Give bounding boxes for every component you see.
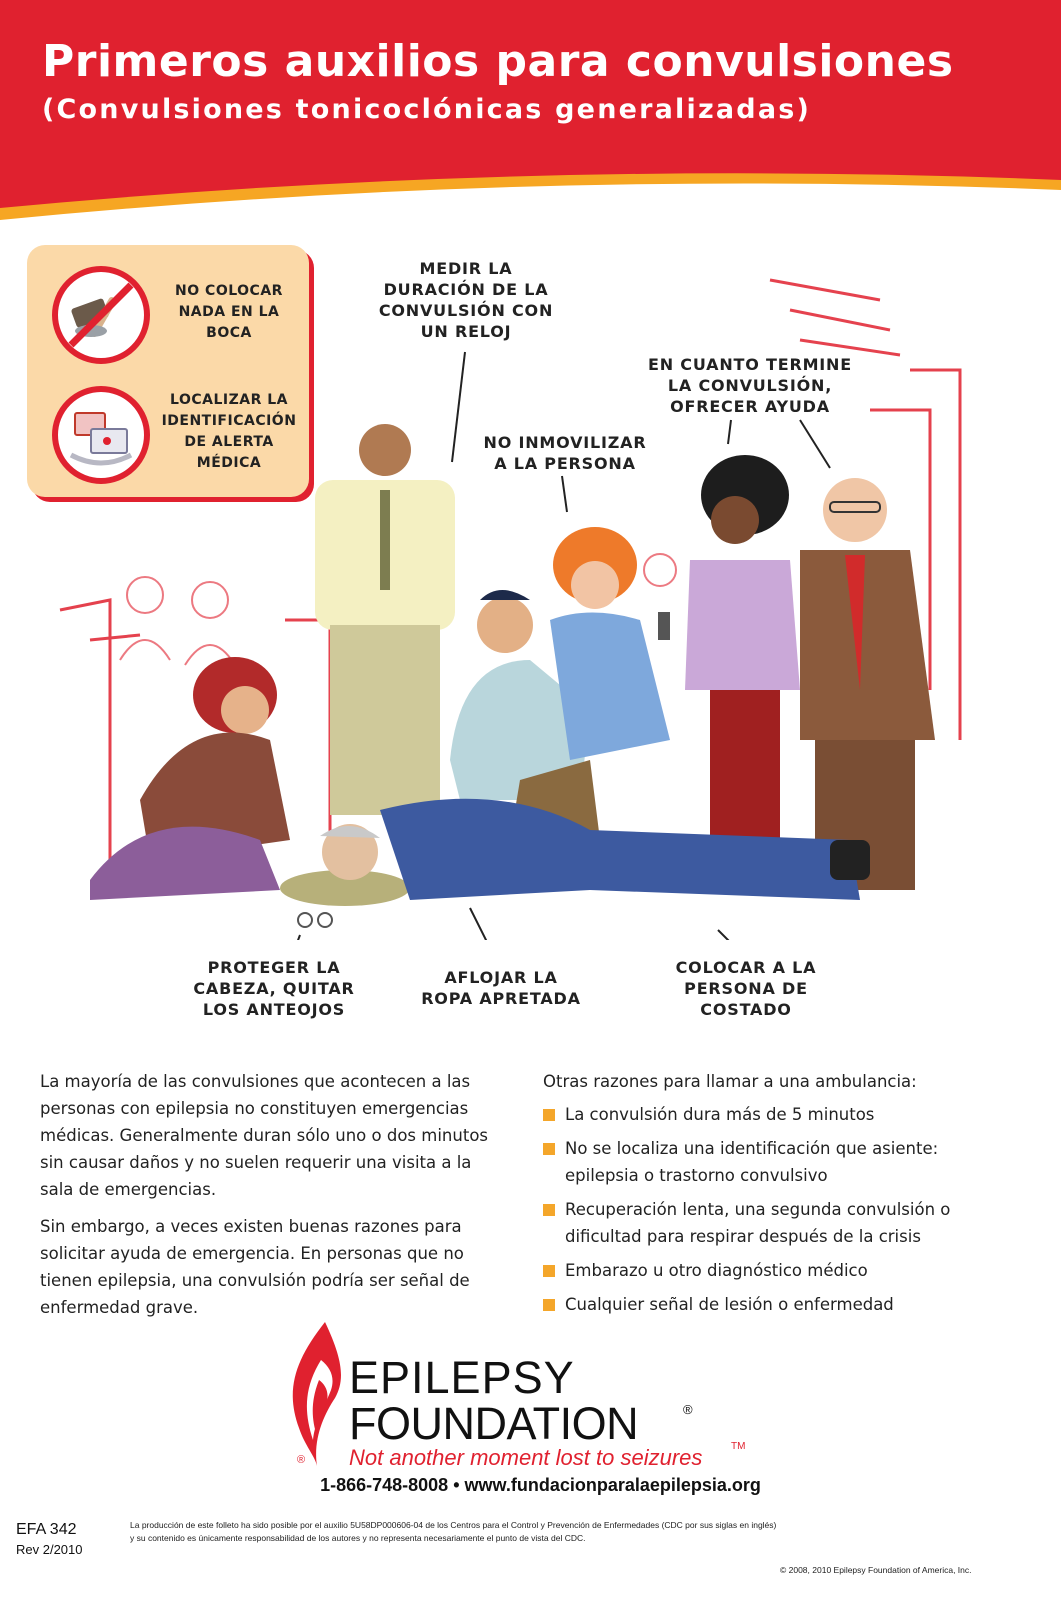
bullet-square-icon	[543, 1109, 555, 1121]
callout-offer-help: EN CUANTO TERMINE LA CONVULSIÓN, OFRECER AYUDA	[648, 355, 852, 416]
list-item: Recuperación lenta, una segunda convulsión o dificultad para respirar después de la crisis	[543, 1196, 1013, 1250]
logo-tagline: Not another moment lost to seizures	[349, 1445, 703, 1470]
fine-print-line: y su contenido es únicamente responsabilidad de los autores y no representa necesariamente el punto de vista del CDC.	[130, 1533, 586, 1543]
page-title: Primeros auxilios para convulsiones	[42, 36, 954, 87]
callout-place-on-side: COLOCAR A LA PERSONA DE COSTADO	[675, 958, 817, 1019]
logo-line-2: FOUNDATION	[349, 1398, 639, 1449]
info-paragraph: Sin embargo, a veces existen buenas razones para solicitar ayuda de emergencia. En personas que no tienen epilepsia, una convulsión podría ser señal de enfermedad grave.	[40, 1217, 470, 1317]
info-paragraph: La mayoría de las convulsiones que acontecen a las personas con epilepsia no constituyen emergencias médicas. Generalmente duran sólo uno o dos minutos sin causar daños y no suelen requerir una visita a la sala de emergencias.	[40, 1072, 489, 1199]
bullet-square-icon	[543, 1143, 555, 1155]
bullet-square-icon	[543, 1265, 555, 1277]
list-item: Embarazo u otro diagnóstico médico	[543, 1257, 1013, 1284]
contact-line: 1-866-748-8008 • www.fundacionparalaepilepsia.org	[320, 1475, 761, 1495]
bullet-square-icon	[543, 1299, 555, 1311]
tip-no-objects-label: NO COLOCAR NADA EN LA BOCA	[175, 282, 283, 341]
tip-medical-id-label: LOCALIZAR LA IDENTIFICACIÓN DE ALERTA MÉDICA	[161, 392, 297, 471]
epilepsy-foundation-logo	[285, 1320, 765, 1480]
callout-measure-duration: MEDIR LA DURACIÓN DE LA CONVULSIÓN CON UN RELOJ	[378, 259, 554, 341]
ambulance-reasons	[543, 1068, 1013, 1325]
revision-date: Rev 2/2010	[16, 1542, 83, 1557]
first-aid-illustration	[30, 240, 1030, 940]
list-item: La convulsión dura más de 5 minutos	[543, 1101, 1013, 1128]
list-item: No se localiza una identificación que asiente: epilepsia o trastorno convulsivo	[543, 1135, 1013, 1189]
callout-protect-head: PROTEGER LA CABEZA, QUITAR LOS ANTEOJOS	[193, 958, 355, 1019]
man-timing-seizure	[315, 424, 455, 815]
callout-no-restrain: NO INMOVILIZAR A LA PERSONA	[483, 433, 647, 473]
publication-code: EFA 342	[16, 1521, 77, 1538]
page-subtitle: (Convulsiones tonicoclónicas generalizadas)	[42, 94, 812, 125]
funding-fine-print	[130, 1519, 960, 1545]
fine-print-line: La producción de este folleto ha sido posible por el auxilio 5U58DP000606-04 de los Centros para el Control y Prevención de Enfermedades (CDC por sus siglas en inglés)	[130, 1520, 777, 1530]
registered-mark: ®	[297, 1454, 306, 1466]
woman-protecting-head	[90, 657, 290, 900]
copyright-notice: © 2008, 2010 Epilepsy Foundation of America, Inc.	[780, 1565, 972, 1575]
ambulance-reasons-heading: Otras razones para llamar a una ambulancia:	[543, 1072, 917, 1091]
glasses-icon	[298, 913, 332, 927]
woman-with-phone	[658, 455, 800, 840]
header-banner	[0, 0, 1061, 225]
bullet-square-icon	[543, 1204, 555, 1216]
ambulance-reasons-list	[543, 1101, 1013, 1318]
trademark-mark: TM	[731, 1441, 746, 1452]
info-left-column	[40, 1068, 510, 1331]
logo-line-1: EPILEPSY	[349, 1352, 575, 1403]
woman-red-hair	[550, 527, 670, 760]
older-man-suit	[800, 478, 935, 890]
flame-logo-icon	[285, 1320, 349, 1470]
registered-mark: ®	[683, 1402, 693, 1417]
callout-loosen-clothing: AFLOJAR LA ROPA APRETADA	[421, 968, 581, 1008]
list-item: Cualquier señal de lesión o enfermedad	[543, 1291, 1013, 1318]
